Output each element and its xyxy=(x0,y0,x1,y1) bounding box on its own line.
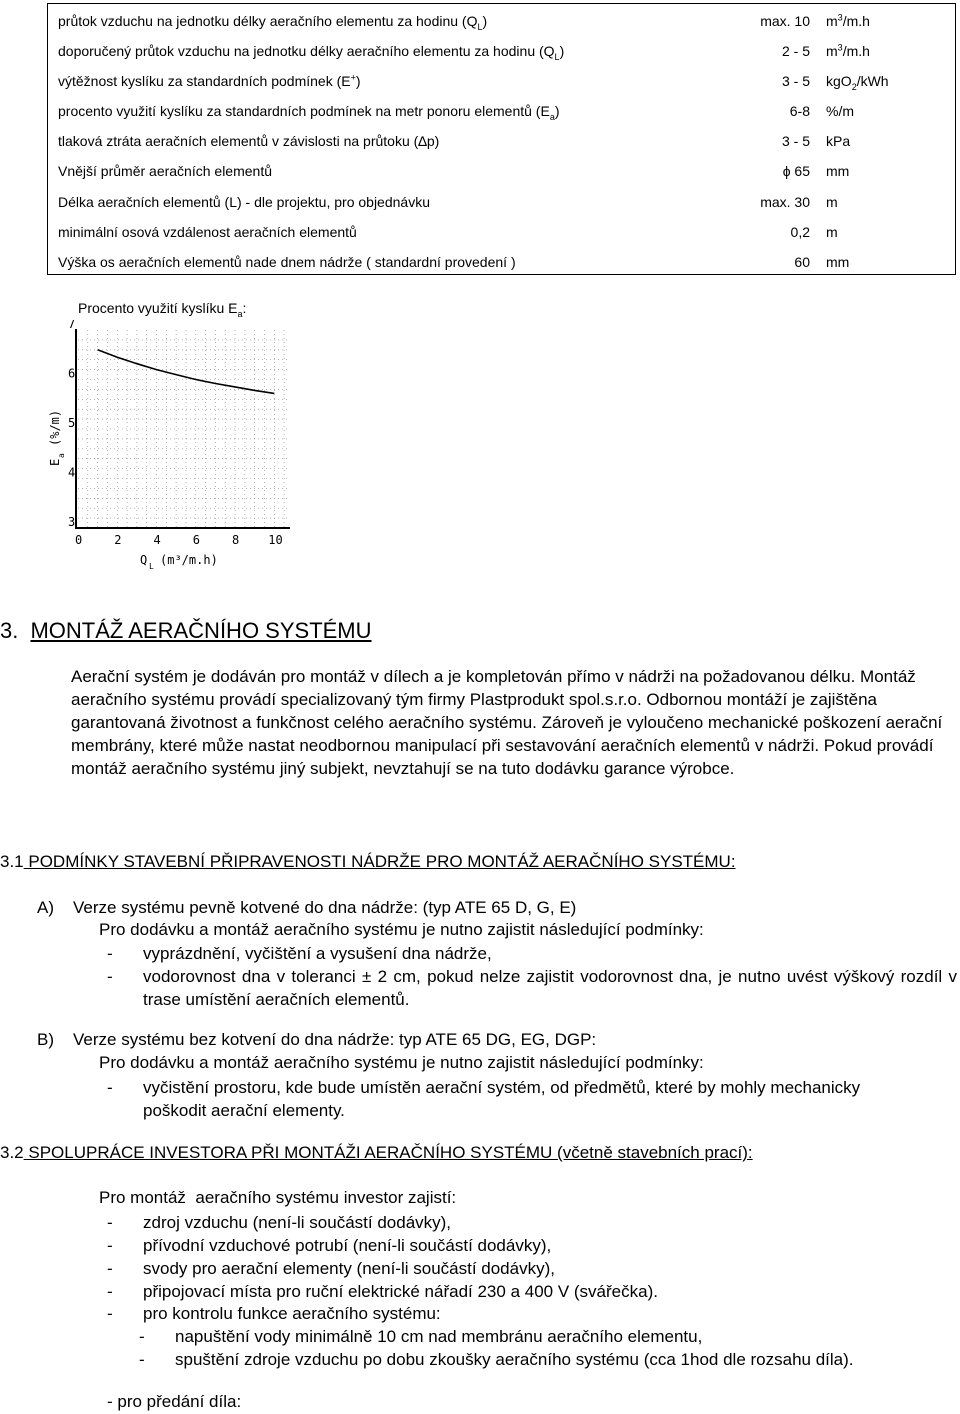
y-tick-label: 5 xyxy=(68,416,76,430)
spec-label-sub: L xyxy=(554,51,560,62)
spec-row xyxy=(48,187,955,217)
x-tick-label: 8 xyxy=(232,533,240,547)
spec-label-end: ) xyxy=(355,73,361,89)
spec-label-sup: + xyxy=(350,72,356,83)
spec-unit: mm xyxy=(826,163,850,179)
y-tick-label: 6 xyxy=(68,366,76,381)
section-number: 3. xyxy=(0,618,19,643)
list-dash: - xyxy=(107,967,113,986)
x-axis-label-text: Q xyxy=(140,553,148,567)
spec-label-sub: L xyxy=(477,21,483,32)
x-tick-label: 6 xyxy=(192,533,201,547)
spec-row xyxy=(48,156,955,186)
spec-unit: %/m xyxy=(826,103,854,119)
spec-unit: m xyxy=(826,224,838,240)
spec-label: Výška os aeračních elementů nade dnem nádrže ( standardní provedení ) xyxy=(58,254,516,270)
spec-row xyxy=(48,126,955,156)
spec-value: 6-8 xyxy=(789,103,810,119)
spec-label: Vnější průměr aeračních elementů xyxy=(58,163,272,179)
spec-row xyxy=(48,36,955,66)
section-3-paragraph: Aerační systém je dodáván pro montáž v dílech a je kompletován přímo v nádrži na požadovanou délku. Montáž aeračního systému provádí specializovaný tým firmy Plastprodukt spol.s.r.o. Odbornou montáží je zajištěna garantovaná životnost a funkčnost celého aeračního systému. Zároveň je vyloučeno mechanické poškození aerační membrány, které může nastat neodbornou manipulací při sestavování aeračních elementů v nádrži. Pokud provádí montáž aeračního systému jiný subjekt, nevztahují se na tuto dodávku garance výrobce. xyxy=(71,667,943,778)
spec-value: max. 30 xyxy=(760,194,810,210)
spec-label-sub: a xyxy=(549,111,555,122)
spec-unit: mm xyxy=(826,254,850,270)
spec-unit-sub: 2 xyxy=(851,81,857,92)
x-axis-label-unit: (m³/m.h) xyxy=(160,553,218,567)
spec-row xyxy=(48,217,955,247)
section-title: MONTÁŽ AERAČNÍHO SYSTÉMU xyxy=(30,618,372,643)
section-3-1-heading xyxy=(0,852,736,872)
list-dash: - xyxy=(107,944,113,963)
section-number: 3.2 xyxy=(0,1143,24,1162)
y-axis-label xyxy=(48,410,66,466)
spec-label: průtok vzduchu na jednotku délky aeračního elementu za hodinu (Q xyxy=(58,13,478,29)
spec-unit: m xyxy=(826,43,838,59)
spec-unit-end: /kWh xyxy=(856,73,889,89)
x-tick-label: 0 xyxy=(75,533,83,547)
section-3-2-last: - pro předání díla: xyxy=(107,1392,242,1411)
section-number: 3.1 xyxy=(0,852,24,871)
x-axis-label-sub: L xyxy=(149,562,154,571)
variant-b-intro: Pro dodávku a montáž aeračního systému je nutno zajistit následující podmínky: xyxy=(99,1053,704,1072)
list-dash: - xyxy=(107,1078,113,1097)
section-3-2-heading xyxy=(0,1143,753,1163)
spec-row xyxy=(48,96,955,126)
y-tick-label: 7 xyxy=(68,320,76,331)
spec-unit-sup: 3 xyxy=(837,42,843,53)
section-3-heading xyxy=(0,618,372,644)
x-tick-label: 2 xyxy=(114,533,122,547)
spec-row xyxy=(48,66,955,96)
variant-b-title: Verze systému bez kotvení do dna nádrže: typ ATE 65 DG, EG, DGP: xyxy=(73,1030,597,1049)
spec-label: Délka aeračních elementů (L) - dle projektu, pro objednávku xyxy=(58,194,430,210)
spec-unit: kgO xyxy=(826,73,852,89)
spec-unit: m xyxy=(826,194,838,210)
y-axis-label-sub: a xyxy=(57,453,66,458)
spec-label-end: ) xyxy=(554,103,560,119)
x-tick-label: 4 xyxy=(153,533,161,547)
spec-row xyxy=(48,6,955,36)
spec-label: procento využití kyslíku za standardních podmínek na metr ponoru elementů (E xyxy=(58,103,550,119)
specification-table xyxy=(47,3,956,275)
section-title: SPOLUPRÁCE INVESTORA PŘI MONTÁŽI AERAČNÍHO SYSTÉMU (včetně stavebních prací): xyxy=(23,1143,753,1162)
spec-label: doporučený průtok vzduchu na jednotku délky aeračního elementu za hodinu (Q xyxy=(58,43,555,59)
spec-unit: kPa xyxy=(826,133,851,149)
section-3-2-intro: Pro montáž aeračního systému investor zajistí: xyxy=(99,1188,457,1207)
y-tick-label: 3 xyxy=(68,515,76,529)
oxygen-utilization-chart xyxy=(40,320,300,580)
spec-value: 3 - 5 xyxy=(781,73,810,89)
spec-label: výtěžnost kyslíku za standardních podmínek (E xyxy=(58,73,351,89)
variant-a-intro: Pro dodávku a montáž aeračního systému je nutno zajistit následující podmínky: xyxy=(99,920,704,939)
chart-grid xyxy=(78,330,290,528)
variant-a-title: Verze systému pevně kotvené do dna nádrže: (typ ATE 65 D, G, E) xyxy=(73,898,577,917)
chart-title: Procento využití kyslíku $E_a$: xyxy=(78,300,247,319)
spec-row xyxy=(48,247,955,277)
spec-value: 2 - 5 xyxy=(781,43,810,59)
spec-value: 60 xyxy=(794,254,810,270)
spec-unit-sup: 3 xyxy=(837,12,843,23)
spec-label: tlaková ztráta aeračních elementů v závislosti na průtoku (∆p) xyxy=(58,133,440,149)
x-tick-label: 10 xyxy=(268,533,283,547)
spec-label: minimální osová vzdálenost aeračních elementů xyxy=(58,224,357,240)
spec-unit-end: /m.h xyxy=(842,13,870,29)
spec-value: max. 10 xyxy=(760,13,810,29)
y-tick-labels xyxy=(68,320,75,529)
x-tick-labels xyxy=(75,533,283,547)
spec-unit: m xyxy=(826,13,838,29)
spec-value: 0,2 xyxy=(790,224,810,240)
variant-b-label: B) xyxy=(37,1030,54,1049)
y-axis-label-unit: (%/m) xyxy=(48,409,62,446)
spec-value: ϕ 65 xyxy=(782,163,810,179)
spec-label-end: ) xyxy=(559,43,565,59)
spec-label-end: ) xyxy=(482,13,488,29)
spec-value: 3 - 5 xyxy=(781,133,810,149)
y-axis-label-text: E xyxy=(48,458,62,466)
variant-a-label: A) xyxy=(37,898,54,917)
section-title: PODMÍNKY STAVEBNÍ PŘIPRAVENOSTI NÁDRŽE PRO MONTÁŽ AERAČNÍHO SYSTÉMU: xyxy=(23,852,736,871)
y-tick-label: 4 xyxy=(68,465,76,480)
spec-unit-end: /m.h xyxy=(842,43,870,59)
x-axis-label xyxy=(140,553,218,571)
